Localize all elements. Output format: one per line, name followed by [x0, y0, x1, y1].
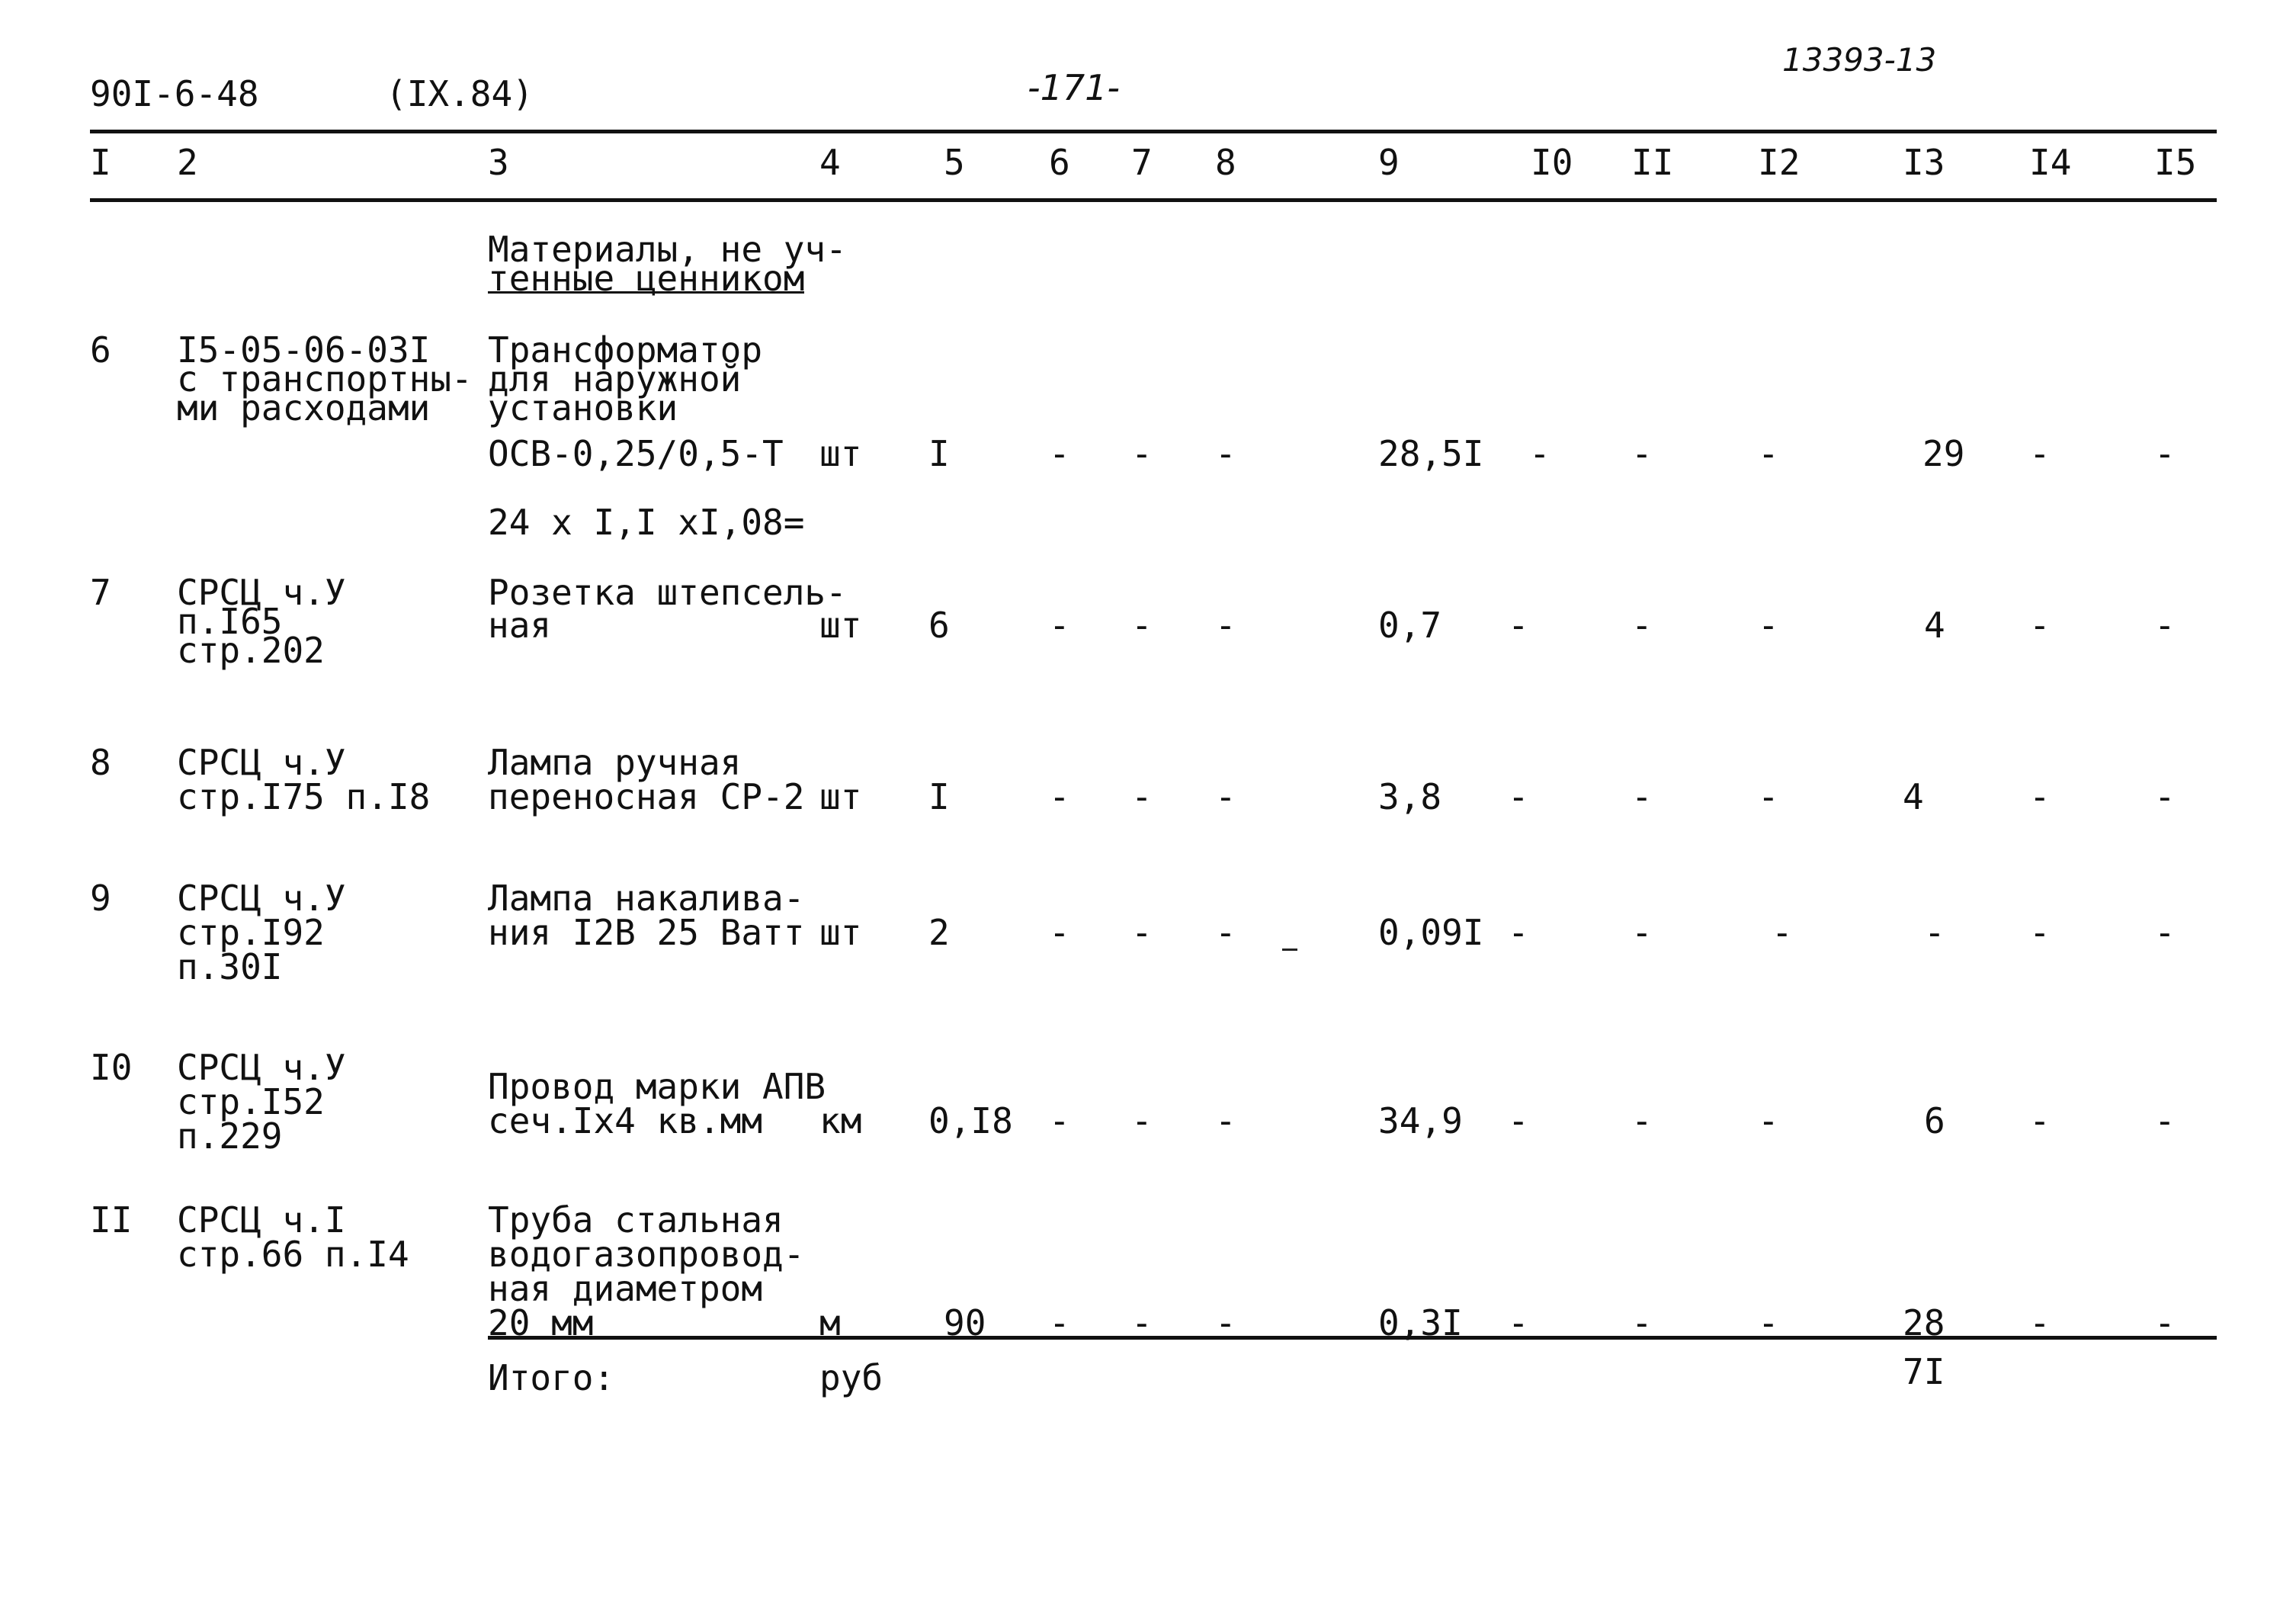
- row-unit: км: [819, 1100, 862, 1141]
- doc-code: 90I-6-48: [90, 73, 259, 114]
- row-name: водогазопровод-: [488, 1234, 805, 1275]
- row-col12: -: [1758, 776, 1779, 817]
- row-name: ния I2В 25 Ватт: [488, 912, 805, 953]
- row-col12: -: [1758, 605, 1779, 646]
- row-col14: -: [2029, 1302, 2051, 1343]
- total-label: Итого:: [488, 1357, 615, 1398]
- row-cost: 29: [1922, 433, 1965, 474]
- row-col10: -: [1508, 776, 1529, 817]
- row-col6: -: [1049, 912, 1070, 953]
- row-col15: -: [2154, 776, 2176, 817]
- row-unit: шт: [819, 605, 862, 646]
- row-col12: -: [1758, 1302, 1779, 1343]
- row-reference: п.229: [177, 1115, 283, 1157]
- row-name: Трансформатор: [488, 329, 763, 371]
- column-header: 5: [944, 142, 965, 183]
- row-name: ОСВ-0,25/0,5-Т: [488, 433, 784, 474]
- stray-pen-mark: [1282, 949, 1297, 951]
- row-number: 7: [90, 572, 111, 613]
- row-col15: -: [2154, 912, 2176, 953]
- total-value: 7I: [1903, 1351, 1945, 1392]
- row-name: Розетка штепсель-: [488, 572, 847, 613]
- row-col8: -: [1215, 1302, 1236, 1343]
- row-number: 9: [90, 878, 111, 919]
- row-name: Провод марки АПВ: [488, 1066, 826, 1107]
- total-separator-rule: [488, 1336, 2217, 1340]
- row-col10: -: [1508, 1100, 1529, 1141]
- row-price: 28,5I: [1378, 433, 1484, 474]
- row-number: 8: [90, 742, 111, 783]
- row-quantity: 2: [928, 912, 950, 953]
- row-name: для наружной: [488, 358, 742, 400]
- row-price: 0,7: [1378, 605, 1442, 646]
- row-col7: -: [1131, 605, 1153, 646]
- date-code: (IX.84): [386, 73, 534, 114]
- row-reference: СРСЦ ч.I: [177, 1199, 346, 1241]
- column-header: I3: [1903, 142, 1945, 183]
- row-price: 3,8: [1378, 776, 1442, 817]
- row-col14: -: [2029, 776, 2051, 817]
- row-col10: -: [1508, 912, 1529, 953]
- row-col10: -: [1508, 1302, 1529, 1343]
- row-col6: -: [1049, 776, 1070, 817]
- row-col7: -: [1131, 776, 1153, 817]
- column-header: I5: [2154, 142, 2197, 183]
- row-cost: 6: [1924, 1100, 1945, 1141]
- row-col8: -: [1215, 433, 1236, 474]
- row-col15: -: [2154, 433, 2176, 474]
- row-col6: -: [1049, 1100, 1070, 1141]
- row-col10: -: [1508, 605, 1529, 646]
- row-quantity: I: [928, 776, 950, 817]
- row-col7: -: [1131, 433, 1153, 474]
- row-col12: -: [1758, 433, 1779, 474]
- row-col15: -: [2154, 1100, 2176, 1141]
- column-header: 2: [177, 142, 198, 183]
- row-reference: стр.I52: [177, 1081, 325, 1122]
- row-col8: -: [1215, 605, 1236, 646]
- column-header: I0: [1531, 142, 1573, 183]
- row-col15: -: [2154, 1302, 2176, 1343]
- row-col6: -: [1049, 1302, 1070, 1343]
- row-name: Лампа ручная: [488, 742, 742, 783]
- row-name: Труба стальная: [488, 1199, 784, 1241]
- row-cost: 4: [1903, 776, 1924, 817]
- row-col15: -: [2154, 605, 2176, 646]
- column-header: 3: [488, 142, 509, 183]
- row-reference: с транспортны-: [177, 358, 473, 400]
- row-name: 20 мм: [488, 1302, 594, 1343]
- table-top-rule: [90, 130, 2217, 133]
- row-number: II: [90, 1199, 133, 1241]
- row-col8: -: [1215, 1100, 1236, 1141]
- row-reference: СРСЦ ч.У: [177, 878, 346, 919]
- archive-number: 13393-13: [1782, 41, 1937, 79]
- row-price: 34,9: [1378, 1100, 1463, 1141]
- row-unit: шт: [819, 776, 862, 817]
- header-bottom-rule: [90, 198, 2217, 202]
- row-reference: I5-05-06-03I: [177, 329, 431, 371]
- row-unit: шт: [819, 433, 862, 474]
- row-name: сеч.Iх4 кв.мм: [488, 1100, 763, 1141]
- row-col11: -: [1631, 1302, 1653, 1343]
- row-col6: -: [1049, 433, 1070, 474]
- total-unit: руб: [819, 1357, 883, 1398]
- row-col14: -: [2029, 1100, 2051, 1141]
- row-reference: п.I65: [177, 601, 283, 642]
- row-quantity: 0,I8: [928, 1100, 1013, 1141]
- row-reference: стр.I75 п.I8: [177, 776, 431, 817]
- row-col14: -: [2029, 912, 2051, 953]
- row-reference: стр.202: [177, 630, 325, 671]
- row-col14: -: [2029, 605, 2051, 646]
- row-unit: м: [819, 1302, 841, 1343]
- row-price: 0,3I: [1378, 1302, 1463, 1343]
- section-title-line: тенные ценником: [488, 258, 805, 299]
- column-header: 7: [1131, 142, 1153, 183]
- row-reference: стр.66 п.I4: [177, 1234, 409, 1275]
- row-name: установки: [488, 387, 678, 429]
- column-header: I: [90, 142, 111, 183]
- row-col7: -: [1131, 1100, 1153, 1141]
- row-cost: -: [1924, 912, 1945, 953]
- row-price: 0,09I: [1378, 912, 1484, 953]
- row-col7: -: [1131, 1302, 1153, 1343]
- row-quantity: I: [928, 433, 950, 474]
- row-col12: -: [1758, 1100, 1779, 1141]
- column-header: 6: [1049, 142, 1070, 183]
- row-name: ная диаметром: [488, 1268, 763, 1309]
- row-col11: -: [1631, 433, 1653, 474]
- row-reference: стр.I92: [177, 912, 325, 953]
- row-cost: 4: [1924, 605, 1945, 646]
- row-col7: -: [1131, 912, 1153, 953]
- row-reference: ми расходами: [177, 387, 431, 429]
- row-col11: -: [1631, 776, 1653, 817]
- column-header: I2: [1758, 142, 1801, 183]
- row-col6: -: [1049, 605, 1070, 646]
- row-col12: -: [1772, 912, 1793, 953]
- row-col8: -: [1215, 912, 1236, 953]
- page-number: -171-: [1028, 67, 1120, 108]
- row-col14: -: [2029, 433, 2051, 474]
- row-name: ная: [488, 605, 552, 646]
- row-col11: -: [1631, 605, 1653, 646]
- row-col8: -: [1215, 776, 1236, 817]
- row-quantity: 90: [944, 1302, 986, 1343]
- section-title-line: Материалы, не уч-: [488, 229, 847, 270]
- row-number: I0: [90, 1047, 133, 1088]
- row-name: Лампа накалива-: [488, 878, 805, 919]
- row-cost: 28: [1903, 1302, 1945, 1343]
- row-name: переносная СР-2: [488, 776, 805, 817]
- column-header: I4: [2029, 142, 2072, 183]
- column-header: 4: [819, 142, 841, 183]
- row-col11: -: [1631, 1100, 1653, 1141]
- row-reference: СРСЦ ч.У: [177, 742, 346, 783]
- column-header: 8: [1215, 142, 1236, 183]
- row-col10: -: [1529, 433, 1550, 474]
- row-calculation: 24 x I,I xI,08=: [488, 502, 805, 543]
- row-reference: СРСЦ ч.У: [177, 1047, 346, 1088]
- row-number: 6: [90, 329, 111, 371]
- row-unit: шт: [819, 912, 862, 953]
- row-col11: -: [1631, 912, 1653, 953]
- row-quantity: 6: [928, 605, 950, 646]
- column-header: 9: [1378, 142, 1400, 183]
- row-reference: п.30I: [177, 946, 283, 987]
- row-reference: СРСЦ ч.У: [177, 572, 346, 613]
- column-header: II: [1631, 142, 1674, 183]
